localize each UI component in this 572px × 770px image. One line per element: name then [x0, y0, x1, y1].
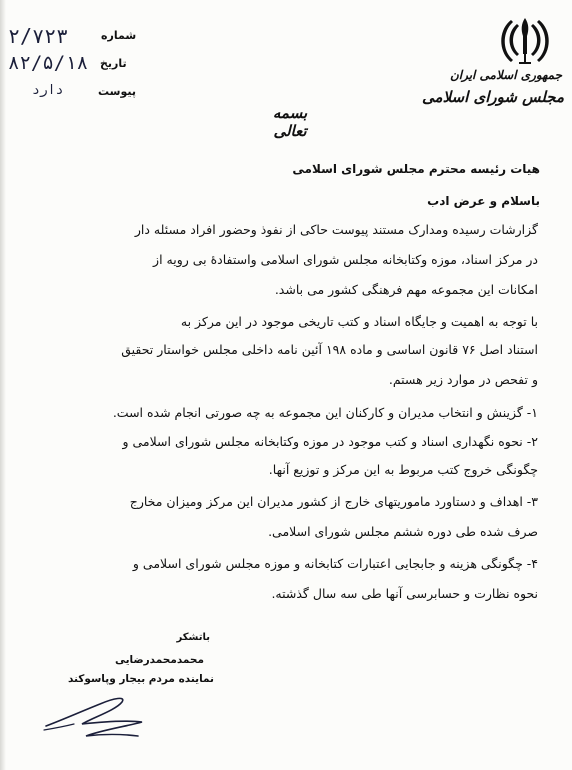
scan-edge-shadow	[0, 0, 6, 770]
number-value: ۲/۷۲۳	[8, 24, 69, 48]
handwritten-signature	[42, 690, 150, 748]
signer-title: نماینده مردم بیجار وپاسوکند	[67, 673, 214, 685]
body-line: گزارشات رسیده ومدارک مستند پیوست حاکی از نفوذ وحضور افراد مسئله دار	[134, 222, 538, 237]
list-item-continuation: نحوه نظارت و حسابرسی آنها طی سه سال گذشته.	[271, 586, 538, 601]
body-line: امکانات این مجموعه مهم فرهنگی کشور می باشد.	[274, 282, 538, 297]
body-line: در مرکز اسناد، موزه وکتابخانه مجلس شورای اسلامی واستفادهٔ بی رویه از	[153, 252, 538, 267]
body-line: با توجه به اهمیت و جایگاه اسناد و کتب تاریخی موجود در این مرکز به	[180, 314, 538, 329]
bismillah-heading: بسمه تعالی	[272, 104, 308, 140]
body-line: و تفحص در موارد زیر هستم.	[388, 372, 538, 387]
greeting: باسلام و عرض ادب	[427, 194, 540, 208]
addressee: هیات رئیسه محترم مجلس شورای اسلامی	[292, 162, 540, 176]
body-line: استناد اصل ۷۶ قانون اساسی و ماده ۱۹۸ آئین نامه داخلی مجلس خواستار تحقیق	[121, 342, 538, 357]
number-label: شماره	[101, 29, 137, 42]
brand-line-2: مجلس شورای اسلامی	[422, 88, 564, 106]
list-item: ۲- نحوه نگهداری اسناد و کتب موجود در موزه وکتابخانه مجلس شورای اسلامی و	[122, 434, 538, 449]
list-item-continuation: صرف شده طی دوره ششم مجلس شورای اسلامی.	[268, 524, 538, 539]
list-item: ۴- چگونگی هزینه و جابجایی اعتبارات کتابخانه و موزه مجلس شورای اسلامی و	[132, 556, 538, 571]
list-item: ۱- گزینش و انتخاب مدیران و کارکنان این مجموعه به چه صورتی انجام شده است.	[112, 405, 538, 420]
date-label: تاریخ	[100, 57, 127, 70]
list-item: ۳- اهداف و دستاورد ماموریتهای خارج از کشور مدیران این مرکز ومیزان مخارج	[129, 494, 538, 509]
signer-name: محمدمحمدرضایی	[114, 654, 204, 666]
iran-emblem-icon	[497, 14, 553, 66]
attachment-label: پیوست	[98, 85, 136, 98]
list-item-continuation: چگونگی خروج کتب مربوط به این مرکز و توزیع آنها.	[268, 462, 538, 477]
brand-line-1: جمهوری اسلامی ایران	[449, 68, 562, 82]
attachment-value: دارد	[32, 83, 64, 98]
date-value: ۸۲/۵/۱۸	[8, 52, 89, 74]
closing-text: باتشکر	[176, 632, 210, 643]
